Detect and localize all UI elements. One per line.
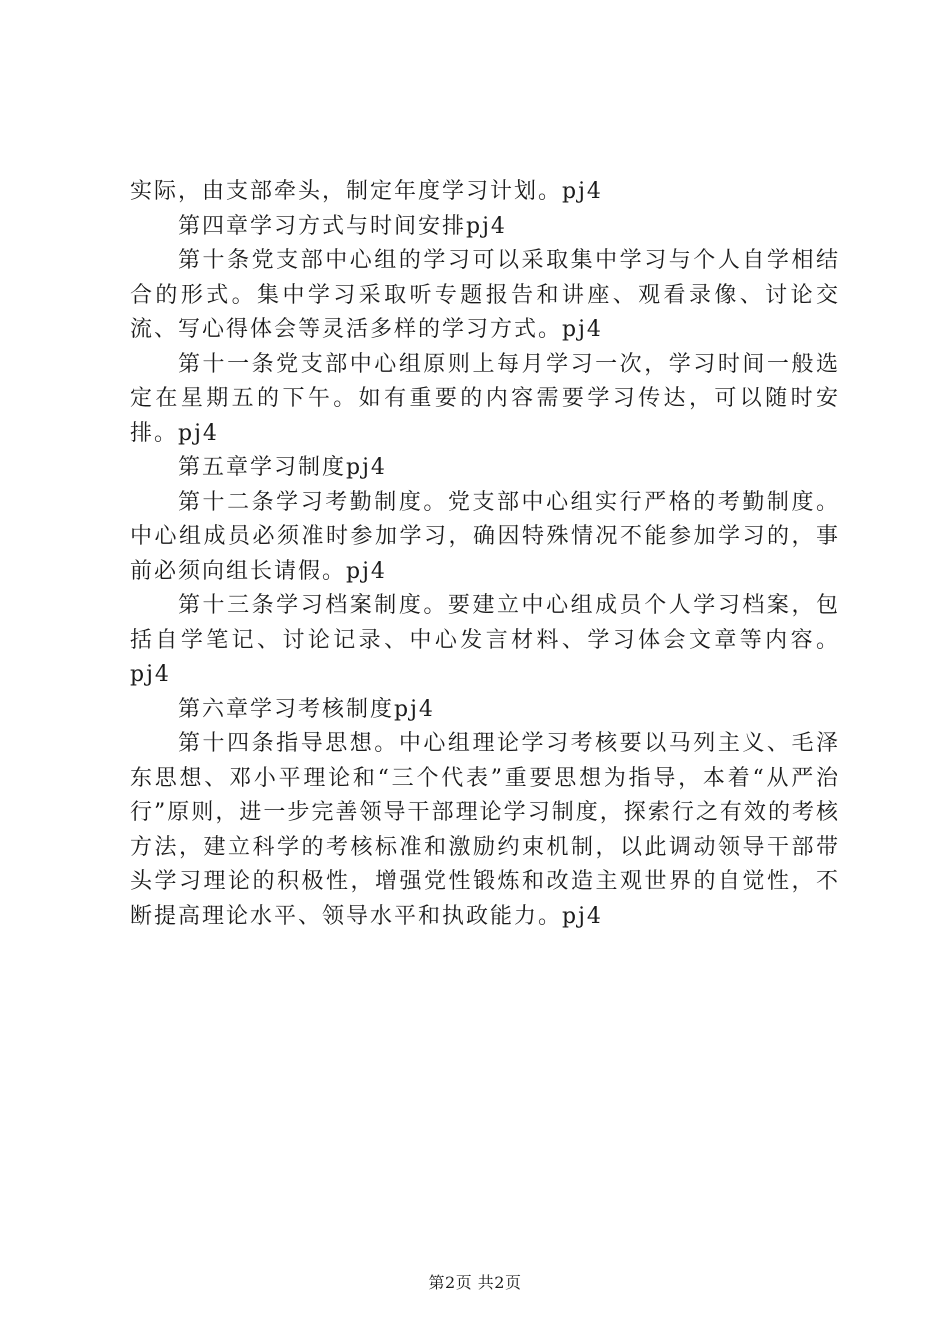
chapter-heading: 第五章学习制度pj4 (178, 455, 387, 480)
paragraph: 实际，由支部牵头，制定年度学习计划。pj4 (130, 179, 603, 204)
paragraph: 第十四条指导思想。中心组理论学习考核要以马列主义、毛泽东思想、邓小平理论和“三个代表”重要思想为指导，本着“从严治行”原则，进一步完善领导干部理论学习制度，探索行之有效的考核方法，建立科学的考核标准和激励约束机制，以此调动领导干部带头学习理论的积极性，增强党性锻炼和改造主观世界的自觉性，不断提高理论水平、领导水平和执政能力。pj4 (130, 731, 840, 929)
page-footer (0, 1270, 950, 1293)
document-body (130, 175, 840, 934)
paragraph: 第十一条党支部中心组原则上每月学习一次，学习时间一般选定在星期五的下午。如有重要的内容需要学习传达，可以随时安排。pj4 (130, 351, 840, 446)
chapter-heading: 第四章学习方式与时间安排pj4 (178, 213, 507, 239)
paragraph: 第十二条学习考勤制度。党支部中心组实行严格的考勤制度。中心组成员必须准时参加学习，确因特殊情况不能参加学习的，事前必须向组长请假。pj4 (130, 489, 840, 584)
paragraph: 第十三条学习档案制度。要建立中心组成员个人学习档案，包括自学笔记、讨论记录、中心发言材料、学习体会文章等内容。pj4 (130, 593, 840, 687)
paragraph: 第十条党支部中心组的学习可以采取集中学习与个人自学相结合的形式。集中学习采取听专题报告和讲座、观看录像、讨论交流、写心得体会等灵活多样的学习方式。pj4 (130, 248, 840, 342)
chapter-heading: 第六章学习考核制度pj4 (178, 696, 435, 722)
page-number: 第2页 共2页 (428, 1273, 522, 1292)
